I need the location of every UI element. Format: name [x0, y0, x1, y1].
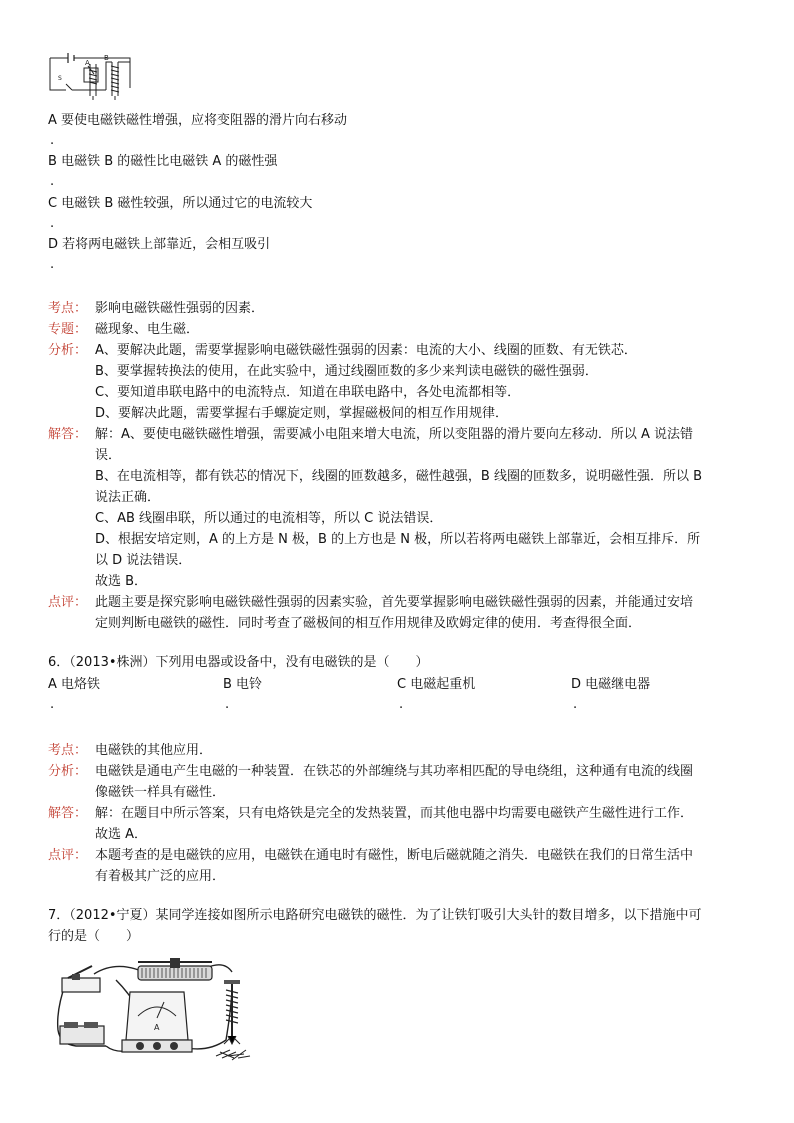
q6-option-a-dot: . [50, 697, 55, 712]
option-d-dot: . [50, 257, 55, 272]
q6-dianping-line: 有着极其广泛的应用． [95, 869, 226, 884]
q6-option-a: A 电烙铁 [48, 677, 101, 692]
dianping-label: 点评： [48, 595, 88, 610]
q6-dianping-label: 点评： [48, 848, 88, 863]
q7-stem-line: 行的是（ ） [48, 929, 140, 944]
fenxi-line: D、要解决此题，需要掌握右手螺旋定则，掌握磁极间的相互作用规律． [95, 406, 509, 421]
zhuanti-label: 专题： [48, 322, 88, 337]
jieda-line: D、根据安培定则，A 的上方是 N 极，B 的上方也是 N 极，所以若将两电磁铁上部靠近，会相互排斥．所 [95, 532, 701, 547]
option-c-dot: . [50, 216, 55, 231]
q7-circuit-figure [46, 950, 274, 1062]
option-b: B 电磁铁 B 的磁性比电磁铁 A 的磁性强 [48, 154, 278, 169]
ammeter-label: A [154, 1023, 160, 1032]
jieda-label: 解答： [48, 427, 88, 442]
jieda-line: 解：A、要使电磁铁磁性增强，需要减小电阻来增大电流，所以变阻器的滑片要向左移动．所以 A 说法错 [95, 427, 694, 442]
q6-kaodian-text: 电磁铁的其他应用． [95, 743, 213, 758]
fenxi-line: C、要知道串联电路中的电流特点．知道在串联电路中，各处电流都相等． [95, 385, 521, 400]
battery-icon [60, 1022, 104, 1044]
fenxi-line: A、要解决此题，需要掌握影响电磁铁磁性强弱的因素：电流的大小、线圈的匝数、有无铁芯． [95, 343, 637, 358]
q6-fenxi-line: 电磁铁是通电产生电磁的一种装置．在铁芯的外部缠绕与其功率相匹配的导电绕组，这种通有电流的线圈 [95, 764, 694, 779]
jieda-line: 故选 B． [95, 574, 148, 589]
q6-jieda-label: 解答： [48, 806, 88, 821]
q6-option-b-dot: . [225, 697, 230, 712]
figure-label-b: B [104, 54, 109, 62]
jieda-line: 以 D 说法错误． [95, 553, 192, 568]
kaodian-text: 影响电磁铁磁性强弱的因素． [95, 301, 265, 316]
q6-option-b: B 电铃 [223, 677, 263, 692]
option-d: D 若将两电磁铁上部靠近，会相互吸引 [48, 237, 271, 252]
jieda-line: B、在电流相等，都有铁芯的情况下，线圈的匝数越多，磁性越强，B 线圈的匝数多，说明磁性强．所以 B [95, 469, 703, 484]
dianping-line: 此题主要是探究影响电磁铁磁性强弱的因素实验，首先要掌握影响电磁铁磁性强弱的因素，并能通过安培 [95, 595, 694, 610]
q6-option-c: C 电磁起重机 [397, 677, 476, 692]
jieda-line: C、AB 线圈串联，所以通过的电流相等，所以 C 说法错误． [95, 511, 443, 526]
option-b-dot: . [50, 174, 55, 189]
q6-dianping-line: 本题考查的是电磁铁的应用，电磁铁在通电时有磁性，断电后磁就随之消失．电磁铁在我们的日常生活中 [95, 848, 694, 863]
figure-label-a: A [85, 59, 90, 67]
q6-option-d-dot: . [573, 697, 578, 712]
q6-jieda-line: 解：在题目中所示答案，只有电烙铁是完全的发热装置，而其他电器中均需要电磁铁产生磁性进行工作． [95, 806, 694, 821]
kaodian-label: 考点： [48, 301, 88, 316]
option-c: C 电磁铁 B 磁性较强，所以通过它的电流较大 [48, 196, 313, 211]
switch-icon [62, 966, 100, 992]
jieda-line: 说法正确． [95, 490, 161, 505]
zhuanti-text: 磁现象、电生磁． [95, 322, 200, 337]
q6-option-d: D 电磁继电器 [571, 677, 651, 692]
pins-pile-icon [216, 1050, 250, 1060]
q6-fenxi-label: 分析： [48, 764, 88, 779]
dianping-line: 定则判断电磁铁的磁性．同时考查了磁极间的相互作用规律及欧姆定律的使用．考查得很全面． [95, 616, 642, 631]
q6-fenxi-line: 像磁铁一样具有磁性． [95, 785, 226, 800]
electromagnet-circuit-figure [46, 48, 138, 100]
option-a: A 要使电磁铁磁性增强，应将变阻器的滑片向右移动 [48, 113, 348, 128]
q6-option-c-dot: . [399, 697, 404, 712]
q6-jieda-line: 故选 A． [95, 827, 148, 842]
option-a-dot: . [50, 133, 55, 148]
figure-label-s: S [58, 75, 62, 82]
q6-stem: 6．（2013•株洲）下列用电器或设备中，没有电磁铁的是（ ） [48, 655, 429, 670]
q6-kaodian-label: 考点： [48, 743, 88, 758]
q7-stem-line: 7．（2012•宁夏）某同学连接如图所示电路研究电磁铁的磁性．为了让铁钉吸引大头针的数目增多，以下措施中可 [48, 908, 702, 923]
fenxi-line: B、要掌握转换法的使用，在此实验中，通过线圈匝数的多少来判读电磁铁的磁性强弱． [95, 364, 598, 379]
rheostat-icon [138, 958, 212, 980]
ammeter-icon [122, 992, 192, 1052]
fenxi-label: 分析： [48, 343, 88, 358]
jieda-line: 误． [95, 448, 122, 463]
